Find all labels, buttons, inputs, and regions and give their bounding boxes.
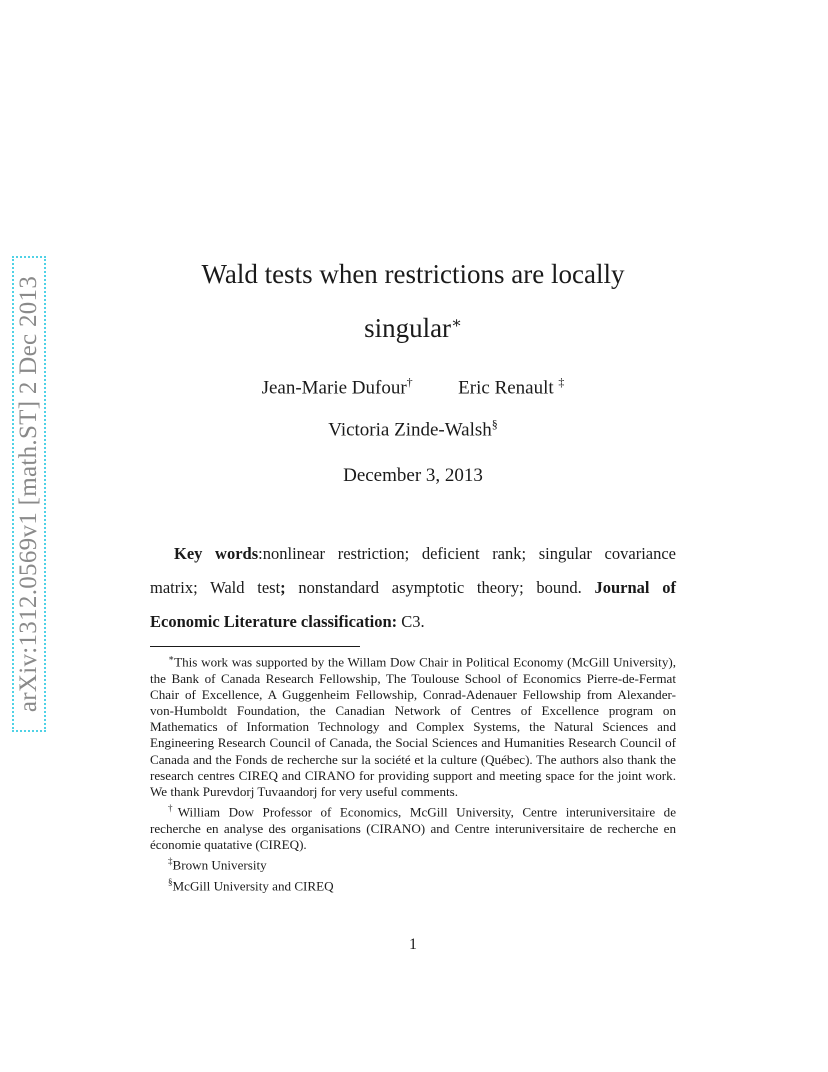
footnote bbox=[150, 874, 676, 895]
keywords-label: Key words bbox=[174, 544, 259, 563]
keywords-semicolon: ; bbox=[280, 578, 286, 597]
keywords-paragraph bbox=[150, 537, 676, 639]
jel-label: Journal of Economic Literature classification: bbox=[150, 578, 676, 631]
keywords-text: :nonlinear restriction; deficient rank; singular covariance matrix; Wald test bbox=[150, 544, 676, 597]
footnote bbox=[150, 650, 676, 800]
footnote bbox=[150, 800, 676, 853]
title-line-2: singular bbox=[364, 313, 452, 343]
footnote-text: William Dow Professor of Economics, McGill University, Centre interuniversitaire de recherche en analyse des organisations (CIRANO) and Centre interuniversitaire de recherche en économie quatative (CIREQ). bbox=[150, 804, 677, 852]
author-footnote-marker: § bbox=[491, 417, 498, 431]
arxiv-identifier-stamp[interactable] bbox=[12, 256, 46, 732]
jel-value: C3. bbox=[397, 612, 425, 631]
keywords-text-2: nonstandard asymptotic theory; bound. bbox=[285, 578, 595, 597]
footnote-marker: § bbox=[168, 876, 173, 887]
footnote-marker: ‡ bbox=[168, 856, 173, 867]
paper-date: December 3, 2013 bbox=[343, 465, 483, 486]
author-footnote-marker: † bbox=[406, 375, 413, 389]
title-footnote-marker: ∗ bbox=[451, 315, 462, 332]
page-number: 1 bbox=[409, 936, 417, 953]
author-footnote-marker: ‡ bbox=[558, 375, 565, 389]
arxiv-identifier-text: arXiv:1312.0569v1 [math.ST] 2 Dec 2013 bbox=[15, 275, 43, 713]
title-line-1: Wald tests when restrictions are locally bbox=[201, 259, 625, 289]
author-line-2 bbox=[150, 417, 676, 441]
footnote-separator bbox=[150, 646, 360, 647]
author-name: Victoria Zinde-Walsh bbox=[328, 419, 492, 441]
footnote-marker: † bbox=[168, 803, 178, 814]
author-line-1 bbox=[150, 375, 676, 399]
footnote bbox=[150, 853, 676, 874]
paper-title bbox=[150, 247, 676, 355]
footnote-text: McGill University and CIREQ bbox=[172, 878, 334, 894]
author-name: Jean-Marie Dufour bbox=[261, 377, 407, 399]
footnote-text: This work was supported by the Willam Dow Chair in Political Economy (McGill University), the Bank of Canada Research Fellowship, The Toulouse School of Economics Pierre-de-Fermat Chair of Excellence, A Guggenheim Fellowship, Conrad-Adenauer Fellowship from Alexander-von-Humboldt Foundation, the Canadian Network of Centres of Excellence program on Mathematics of Information Technology and Complex Systems, the Natural Sciences and Engineering Research Council of Canada, the Social Sciences and Humanities Research Council of Canada and the Fonds de recherche sur la société et la culture (Québec). The authors also thank the research centres CIREQ and CIRANO for providing support and meeting space for the joint work. We thank Purevdorj Tuvaandorj for very useful comments. bbox=[150, 654, 676, 799]
author-name: Eric Renault bbox=[458, 377, 554, 399]
footnote-text: Brown University bbox=[172, 857, 267, 873]
footnotes bbox=[150, 650, 676, 894]
footnote-marker: ∗ bbox=[168, 653, 175, 663]
